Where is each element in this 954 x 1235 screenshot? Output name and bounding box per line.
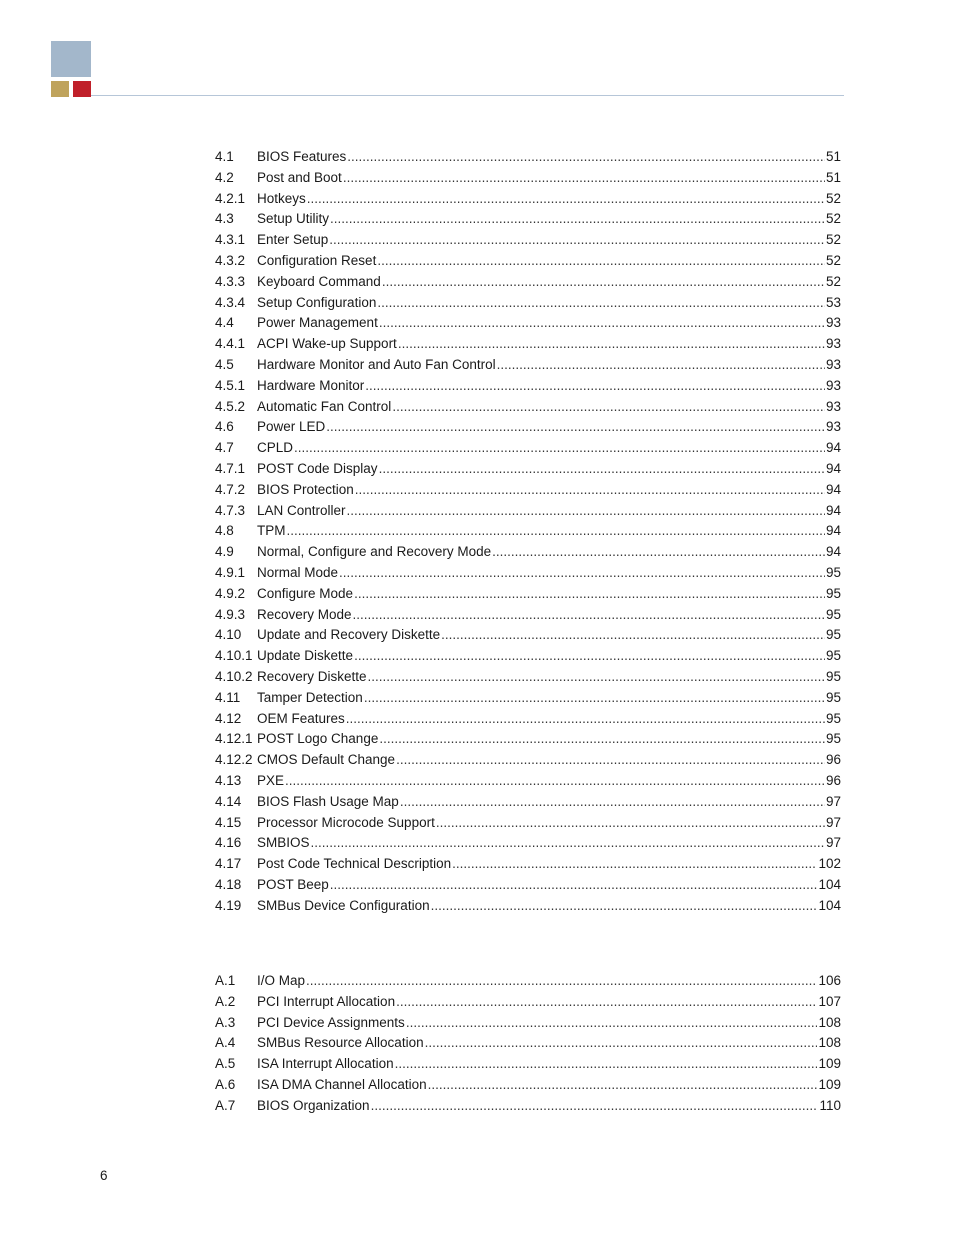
- toc-entry-number: A.1: [215, 973, 236, 988]
- logo-block-blue: [51, 41, 91, 77]
- toc-entry-number: 4.15: [215, 814, 242, 830]
- toc-entry-number: 4.18: [215, 876, 242, 892]
- toc-entry[interactable]: [215, 896, 841, 917]
- toc-entry-page: 96: [825, 752, 841, 768]
- toc-entry-title: POST Code Display: [257, 460, 378, 476]
- toc-entry-page: 93: [825, 377, 841, 393]
- toc-entry[interactable]: [215, 397, 841, 418]
- toc-entry-page: 106: [818, 973, 841, 988]
- toc-entry[interactable]: [215, 1075, 841, 1096]
- toc-dot-leader: [343, 168, 825, 189]
- toc-entry-title: SMBus Resource Allocation: [257, 1035, 424, 1051]
- toc-entry-title: Hotkeys: [257, 190, 306, 206]
- toc-dot-leader: [396, 750, 825, 771]
- toc-entry-page: 95: [825, 627, 841, 643]
- toc-dot-leader: [441, 625, 825, 646]
- toc-dot-leader: [395, 1054, 818, 1075]
- toc-entry[interactable]: [215, 521, 841, 542]
- toc-entry[interactable]: [215, 272, 841, 293]
- toc-entry-number: 4.10.2: [215, 668, 253, 684]
- toc-entry-number: A.7: [215, 1097, 236, 1113]
- toc-entry-page: 108: [818, 1035, 841, 1051]
- toc-entry[interactable]: [215, 625, 841, 646]
- toc-entry-title: SMBus Device Configuration: [257, 897, 430, 913]
- toc-entry[interactable]: [215, 313, 841, 334]
- toc-entry[interactable]: [215, 992, 841, 1013]
- toc-dot-leader: [311, 833, 825, 854]
- toc-entry-title: SMBIOS: [257, 835, 310, 851]
- toc-entry-title: TPM: [257, 523, 286, 539]
- toc-entry-title: POST Logo Change: [257, 731, 379, 747]
- toc-entry-page: 108: [818, 1014, 841, 1030]
- toc-entry-number: 4.7.3: [215, 502, 246, 518]
- toc-entry-title: ACPI Wake-up Support: [257, 336, 397, 352]
- toc-entry-number: 4.12: [215, 710, 242, 726]
- toc-dot-leader: [306, 971, 817, 992]
- toc-entry-page: 109: [818, 1076, 841, 1092]
- toc-entry-number: A.3: [215, 1014, 236, 1030]
- toc-dot-leader: [377, 293, 825, 314]
- toc-entry-number: 4.3.4: [215, 294, 246, 310]
- toc-entry-page: 95: [825, 710, 841, 726]
- toc-entry-page: 52: [825, 211, 841, 227]
- toc-entry-number: 4.1: [215, 149, 234, 164]
- toc-entry-title: Processor Microcode Support: [257, 814, 435, 830]
- toc-entry-page: 94: [825, 481, 841, 497]
- toc-entry-page: 104: [818, 897, 841, 913]
- toc-entry-title: CPLD: [257, 440, 294, 456]
- toc-entry-number: 4.19: [215, 897, 242, 913]
- toc-entry-number: A.5: [215, 1056, 236, 1072]
- toc-entry-page: 52: [825, 232, 841, 248]
- toc-dot-leader: [428, 1075, 818, 1096]
- toc-entry-number: 4.9.1: [215, 564, 246, 580]
- toc-entry-page: 95: [825, 668, 841, 684]
- toc-entry[interactable]: [215, 293, 841, 314]
- toc-entry[interactable]: [215, 1096, 841, 1117]
- toc-dot-leader: [371, 1096, 819, 1117]
- toc-entry-title: Update and Recovery Diskette: [257, 627, 441, 643]
- toc-entry[interactable]: [215, 209, 841, 230]
- toc-entry[interactable]: [215, 334, 841, 355]
- toc-entry-page: 94: [825, 440, 841, 456]
- toc-entry-title: Enter Setup: [257, 232, 329, 248]
- toc-entry-title: Setup Utility: [257, 211, 330, 227]
- toc-entry-title: Recovery Mode: [257, 606, 352, 622]
- toc-entry-page: 97: [825, 835, 841, 851]
- toc-entry-title: Tamper Detection: [257, 689, 363, 705]
- toc-entry-number: 4.4: [215, 315, 234, 331]
- toc-entry-page: 52: [825, 190, 841, 206]
- toc-dot-leader: [355, 480, 825, 501]
- toc-main-list: [215, 147, 841, 916]
- toc-entry-number: 4.8: [215, 523, 234, 539]
- toc-entry[interactable]: [215, 646, 841, 667]
- toc-entry[interactable]: [215, 480, 841, 501]
- toc-entry-page: 95: [825, 585, 841, 601]
- toc-entry-title: PCI Device Assignments: [257, 1014, 405, 1030]
- toc-entry-title: ISA DMA Channel Allocation: [257, 1076, 427, 1092]
- toc-entry-page: 94: [825, 460, 841, 476]
- toc-entry-number: 4.7.2: [215, 481, 246, 497]
- toc-dot-leader: [329, 230, 825, 251]
- toc-entry-title: BIOS Flash Usage Map: [257, 793, 399, 809]
- logo-block-red: [73, 81, 91, 97]
- toc-entry-title: I/O Map: [257, 973, 306, 988]
- toc-entry[interactable]: [215, 542, 841, 563]
- toc-entry-title: Automatic Fan Control: [257, 398, 392, 414]
- toc-dot-leader: [492, 542, 825, 563]
- toc-entry[interactable]: [215, 584, 841, 605]
- toc-entry-title: Normal Mode: [257, 564, 339, 580]
- toc-entry-title: Hardware Monitor: [257, 377, 365, 393]
- toc-entry[interactable]: [215, 563, 841, 584]
- toc-entry-title: BIOS Organization: [257, 1097, 370, 1113]
- toc-entry-number: 4.5.2: [215, 398, 246, 414]
- toc-dot-leader: [425, 1033, 818, 1054]
- toc-dot-leader: [354, 584, 825, 605]
- toc-entry-page: 93: [825, 315, 841, 331]
- toc-dot-leader: [294, 438, 825, 459]
- toc-dot-leader: [353, 605, 825, 626]
- toc-appendix-list: [215, 971, 841, 1117]
- toc-entry-page: 51: [825, 149, 841, 164]
- toc-entry-number: 4.3.2: [215, 252, 246, 268]
- toc-entry-title: Configuration Reset: [257, 252, 377, 268]
- toc-entry[interactable]: [215, 376, 841, 397]
- toc-dot-leader: [436, 813, 825, 834]
- toc-dot-leader: [339, 563, 825, 584]
- toc-entry-title: Setup Configuration: [257, 294, 377, 310]
- toc-entry-number: 4.9.2: [215, 585, 246, 601]
- toc-entry-number: 4.3.3: [215, 273, 246, 289]
- toc-entry-number: 4.16: [215, 835, 242, 851]
- toc-entry-page: 97: [825, 814, 841, 830]
- toc-entry[interactable]: [215, 1054, 841, 1075]
- toc-entry-title: Keyboard Command: [257, 273, 381, 289]
- toc-entry-title: Post Code Technical Description: [257, 856, 452, 872]
- toc-entry[interactable]: [215, 833, 841, 854]
- toc-dot-leader: [377, 251, 825, 272]
- toc-dot-leader: [287, 521, 825, 542]
- toc-entry-page: 104: [818, 876, 841, 892]
- toc-entry-page: 96: [825, 772, 841, 788]
- toc-dot-leader: [364, 688, 825, 709]
- toc-dot-leader: [346, 709, 825, 730]
- toc-entry[interactable]: [215, 605, 841, 626]
- toc-entry[interactable]: [215, 729, 841, 750]
- toc-dot-leader: [400, 792, 825, 813]
- toc-entry-title: BIOS Protection: [257, 481, 354, 497]
- toc-entry[interactable]: [215, 792, 841, 813]
- toc-entry-title: PCI Interrupt Allocation: [257, 993, 396, 1009]
- toc-dot-leader: [326, 417, 825, 438]
- toc-entry-number: 4.3.1: [215, 232, 246, 248]
- toc-entry-number: 4.11: [215, 689, 241, 705]
- toc-entry-title: Recovery Diskette: [257, 668, 367, 684]
- toc-entry-page: 95: [825, 606, 841, 622]
- toc-entry[interactable]: [215, 355, 841, 376]
- toc-dot-leader: [307, 189, 825, 210]
- toc-dot-leader: [330, 209, 825, 230]
- toc-entry-number: 4.7.1: [215, 460, 246, 476]
- toc-entry-page: 95: [825, 731, 841, 747]
- toc-entry-title: Normal, Configure and Recovery Mode: [257, 544, 492, 560]
- toc-entry-number: 4.10.1: [215, 648, 253, 664]
- toc-dot-leader: [382, 272, 825, 293]
- toc-entry-number: A.2: [215, 993, 236, 1009]
- toc-entry[interactable]: [215, 750, 841, 771]
- toc-entry-title: Hardware Monitor and Auto Fan Control: [257, 356, 496, 372]
- toc-entry-page: 97: [825, 793, 841, 809]
- toc-entry-number: 4.6: [215, 419, 234, 435]
- toc-entry-number: 4.14: [215, 793, 242, 809]
- toc-entry[interactable]: [215, 854, 841, 875]
- toc-entry-page: 109: [818, 1056, 841, 1072]
- toc-entry-title: ISA Interrupt Allocation: [257, 1056, 394, 1072]
- toc-entry-number: 4.12.2: [215, 752, 253, 768]
- toc-dot-leader: [365, 376, 825, 397]
- toc-entry-title: BIOS Features: [257, 149, 347, 164]
- toc-entry-page: 94: [825, 502, 841, 518]
- toc-dot-leader: [396, 992, 817, 1013]
- toc-entry-number: 4.9: [215, 544, 234, 560]
- toc-entry-page: 95: [825, 564, 841, 580]
- toc-entry-number: 4.7: [215, 440, 234, 456]
- toc-entry[interactable]: [215, 709, 841, 730]
- toc-entry-number: A.6: [215, 1076, 236, 1092]
- toc-entry-title: LAN Controller: [257, 502, 346, 518]
- toc-entry-number: 4.3: [215, 211, 234, 227]
- toc-entry[interactable]: [215, 189, 841, 210]
- toc-entry-title: OEM Features: [257, 710, 345, 726]
- toc-entry-page: 94: [825, 523, 841, 539]
- toc-entry-number: 4.5.1: [215, 377, 246, 393]
- toc-dot-leader: [379, 459, 825, 480]
- toc-entry-page: 51: [825, 169, 841, 185]
- header-rule: [91, 95, 844, 96]
- toc-entry-title: Configure Mode: [257, 585, 354, 601]
- toc-entry-number: 4.17: [215, 856, 242, 872]
- toc-entry-page: 95: [825, 648, 841, 664]
- toc-dot-leader: [431, 896, 818, 917]
- toc-entry[interactable]: [215, 688, 841, 709]
- toc-entry-title: POST Beep: [257, 876, 329, 892]
- toc-entry[interactable]: [215, 251, 841, 272]
- toc-entry-number: 4.5: [215, 356, 234, 372]
- toc-entry-title: Post and Boot: [257, 169, 342, 185]
- toc-entry[interactable]: [215, 1013, 841, 1034]
- toc-dot-leader: [347, 501, 825, 522]
- toc-entry-page: 53: [825, 294, 841, 310]
- toc-dot-leader: [354, 646, 825, 667]
- toc-entry[interactable]: [215, 230, 841, 251]
- toc-entry-page: 95: [825, 689, 841, 705]
- toc-dot-leader: [452, 854, 817, 875]
- toc-entry-page: 110: [819, 1097, 841, 1113]
- toc-entry[interactable]: [215, 667, 841, 688]
- toc-entry-title: PXE: [257, 772, 285, 788]
- toc-entry-page: 107: [818, 993, 841, 1009]
- toc-dot-leader: [406, 1013, 818, 1034]
- toc-entry-title: Power Management: [257, 315, 378, 331]
- toc-entry-number: 4.2.1: [215, 190, 246, 206]
- toc-entry-title: Update Diskette: [257, 648, 354, 664]
- logo-block-gold: [51, 81, 69, 97]
- toc-entry-number: 4.10: [215, 627, 242, 643]
- toc-entry-page: 94: [825, 544, 841, 560]
- toc-dot-leader: [497, 355, 825, 376]
- toc-dot-leader: [379, 729, 825, 750]
- toc-entry-page: 93: [825, 356, 841, 372]
- toc-entry[interactable]: [215, 438, 841, 459]
- toc-entry[interactable]: [215, 501, 841, 522]
- toc-entry[interactable]: [215, 1033, 841, 1054]
- toc-dot-leader: [330, 875, 818, 896]
- toc-entry[interactable]: [215, 771, 841, 792]
- toc-entry-page: 52: [825, 252, 841, 268]
- toc-entry[interactable]: [215, 813, 841, 834]
- toc-entry-number: A.4: [215, 1035, 236, 1051]
- toc-dot-leader: [285, 771, 825, 792]
- toc-dot-leader: [392, 397, 825, 418]
- toc-entry-page: 93: [825, 419, 841, 435]
- toc-entry[interactable]: [215, 875, 841, 896]
- toc-dot-leader: [379, 313, 825, 334]
- toc-entry-number: 4.13: [215, 772, 242, 788]
- toc-entry-title: CMOS Default Change: [257, 752, 396, 768]
- toc-entry[interactable]: [215, 459, 841, 480]
- toc-entry-page: 93: [825, 336, 841, 352]
- toc-entry[interactable]: [215, 971, 841, 992]
- toc-entry-page: 52: [825, 273, 841, 289]
- toc-dot-leader: [347, 147, 825, 168]
- toc-dot-leader: [368, 667, 825, 688]
- toc-dot-leader: [398, 334, 825, 355]
- toc-entry-page: 93: [825, 398, 841, 414]
- toc-entry[interactable]: [215, 147, 841, 168]
- toc-entry-number: 4.4.1: [215, 336, 246, 352]
- toc-entry[interactable]: [215, 168, 841, 189]
- toc-entry-page: 102: [818, 856, 841, 872]
- toc-entry[interactable]: [215, 417, 841, 438]
- toc-entry-number: 4.9.3: [215, 606, 246, 622]
- toc-entry-number: 4.2: [215, 169, 234, 185]
- page-number: 6: [100, 1168, 108, 1183]
- toc-entry-title: Power LED: [257, 419, 326, 435]
- toc-entry-number: 4.12.1: [215, 731, 253, 747]
